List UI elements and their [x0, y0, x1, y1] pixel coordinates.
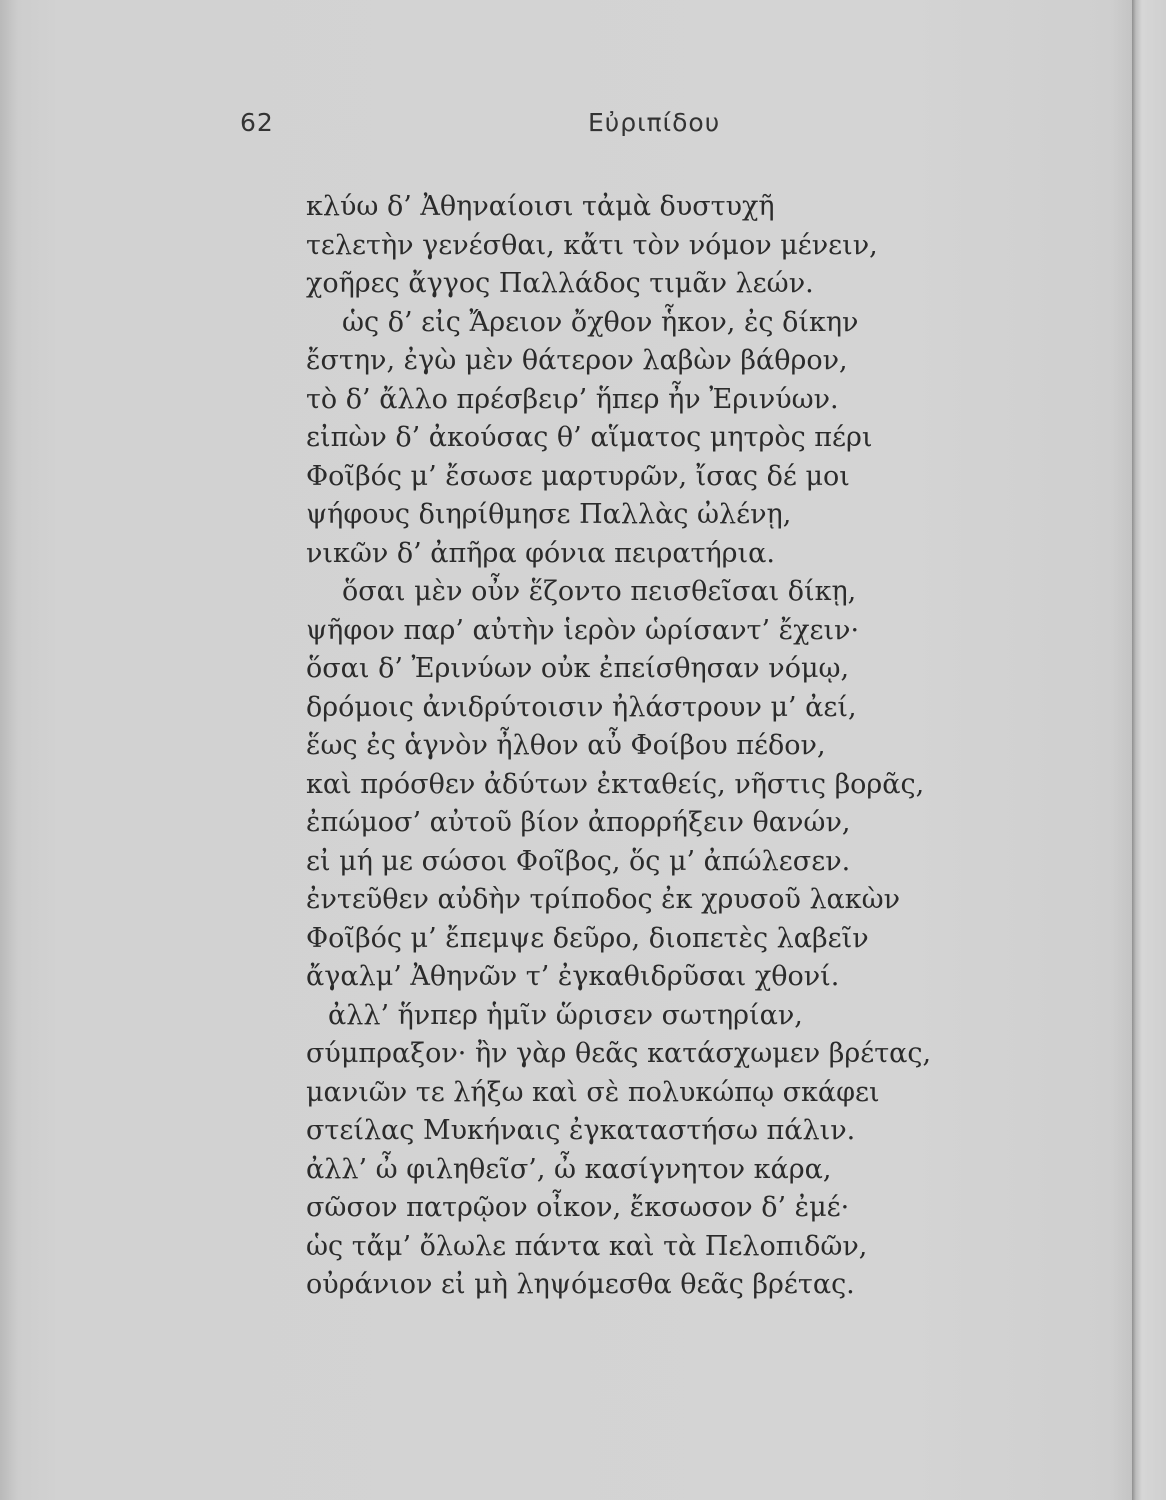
verse-line: ψήφους διηρίθμησε Παλλὰς ὠλένῃ,	[306, 499, 792, 530]
verse-line: ὡς δ’ εἰς Ἄρειον ὄχθον ἧκον, ἐς δίκην	[342, 306, 859, 338]
verse-line: στείλας Μυκήναις ἐγκαταστήσω πάλιν.	[306, 1115, 856, 1146]
verse-line: μανιῶν τε λήξω καὶ σὲ πολυκώπῳ σκάφει	[306, 1076, 880, 1108]
verse-line: χοῆρες ἄγγος Παλλάδος τιμᾶν λεών.	[306, 268, 814, 299]
verse-line: Φοῖβός μ’ ἔσωσε μαρτυρῶν, ἴσας δέ μοι	[306, 460, 850, 492]
verse-line: νικῶν δ’ ἀπῆρα φόνια πειρατήρια.	[306, 537, 775, 569]
running-title: Εὐριπίδου	[588, 108, 721, 137]
verse-line: καὶ πρόσθεν ἀδύτων ἐκταθείς, νῆστις βορᾶς,	[306, 768, 925, 800]
verse-line: σῶσον πατρῷον οἶκον, ἔκσωσον δ’ ἐμέ·	[306, 1192, 850, 1223]
verse-line: ὡς τἄμ’ ὄλωλε πάντα καὶ τὰ Πελοπιδῶν,	[306, 1230, 868, 1262]
verse-block	[306, 188, 1026, 1305]
verse-line: ἔστην, ἐγὼ μὲν θάτερον λαβὼν βάθρον,	[306, 345, 848, 376]
verse-line: ἄγαλμ’ Ἀθηνῶν τ’ ἐγκαθιδρῦσαι χθονί.	[306, 961, 840, 992]
page-number: 62	[240, 108, 274, 137]
verse-line: δρόμοις ἀνιδρύτοισιν ἠλάστρουν μ’ ἀεί,	[306, 691, 857, 723]
verse-line: κλύω δ’ Ἀθηναίοισι τἀμὰ δυστυχῆ	[306, 191, 775, 222]
verse-line: ὅσαι δ’ Ἐρινύων οὐκ ἐπείσθησαν νόμῳ,	[306, 653, 850, 684]
verse-line: ἀλλ’ ὦ φιληθεῖσ’, ὦ κασίγνητον κάρα,	[306, 1153, 832, 1185]
verse-line: ἕως ἐς ἁγνὸν ἦλθον αὖ Φοίβου πέδον,	[306, 730, 826, 761]
verse-line: εἰ μή με σώσοι Φοῖβος, ὅς μ’ ἀπώλεσεν.	[306, 845, 851, 877]
page-edge-binding	[1132, 0, 1166, 1500]
verse-line: τὸ δ’ ἄλλο πρέσβειρ’ ἥπερ ἦν Ἐρινύων.	[306, 383, 839, 415]
verse-line: οὐράνιον εἰ μὴ ληψόμεσθα θεᾶς βρέτας.	[306, 1269, 855, 1300]
verse-line: ἀλλ’ ἥνπερ ἡμῖν ὥρισεν σωτηρίαν,	[328, 999, 803, 1031]
verse-line: ψῆφον παρ’ αὐτὴν ἱερὸν ὡρίσαντ’ ἔχειν·	[306, 614, 860, 646]
running-head	[0, 108, 1132, 144]
verse-line: Φοῖβός μ’ ἔπεμψε δεῦρο, διοπετὲς λαβεῖν	[306, 922, 869, 954]
verse-line: ὅσαι μὲν οὖν ἕζοντο πεισθεῖσαι δίκῃ,	[342, 576, 857, 607]
verse-line: τελετὴν γενέσθαι, κἄτι τὸν νόμον μένειν,	[306, 229, 878, 261]
verse-line: ἐπώμοσ’ αὐτοῦ βίον ἀπορρήξειν θανών,	[306, 807, 851, 838]
verse-line: ἐντεῦθεν αὐδὴν τρίποδος ἐκ χρυσοῦ λακὼν	[306, 884, 901, 915]
verse-line: εἰπὼν δ’ ἀκούσας θ’ αἵματος μητρὸς πέρι	[306, 422, 873, 453]
verse-line: σύμπραξον· ἢν γὰρ θεᾶς κατάσχωμεν βρέτας,	[306, 1038, 932, 1069]
